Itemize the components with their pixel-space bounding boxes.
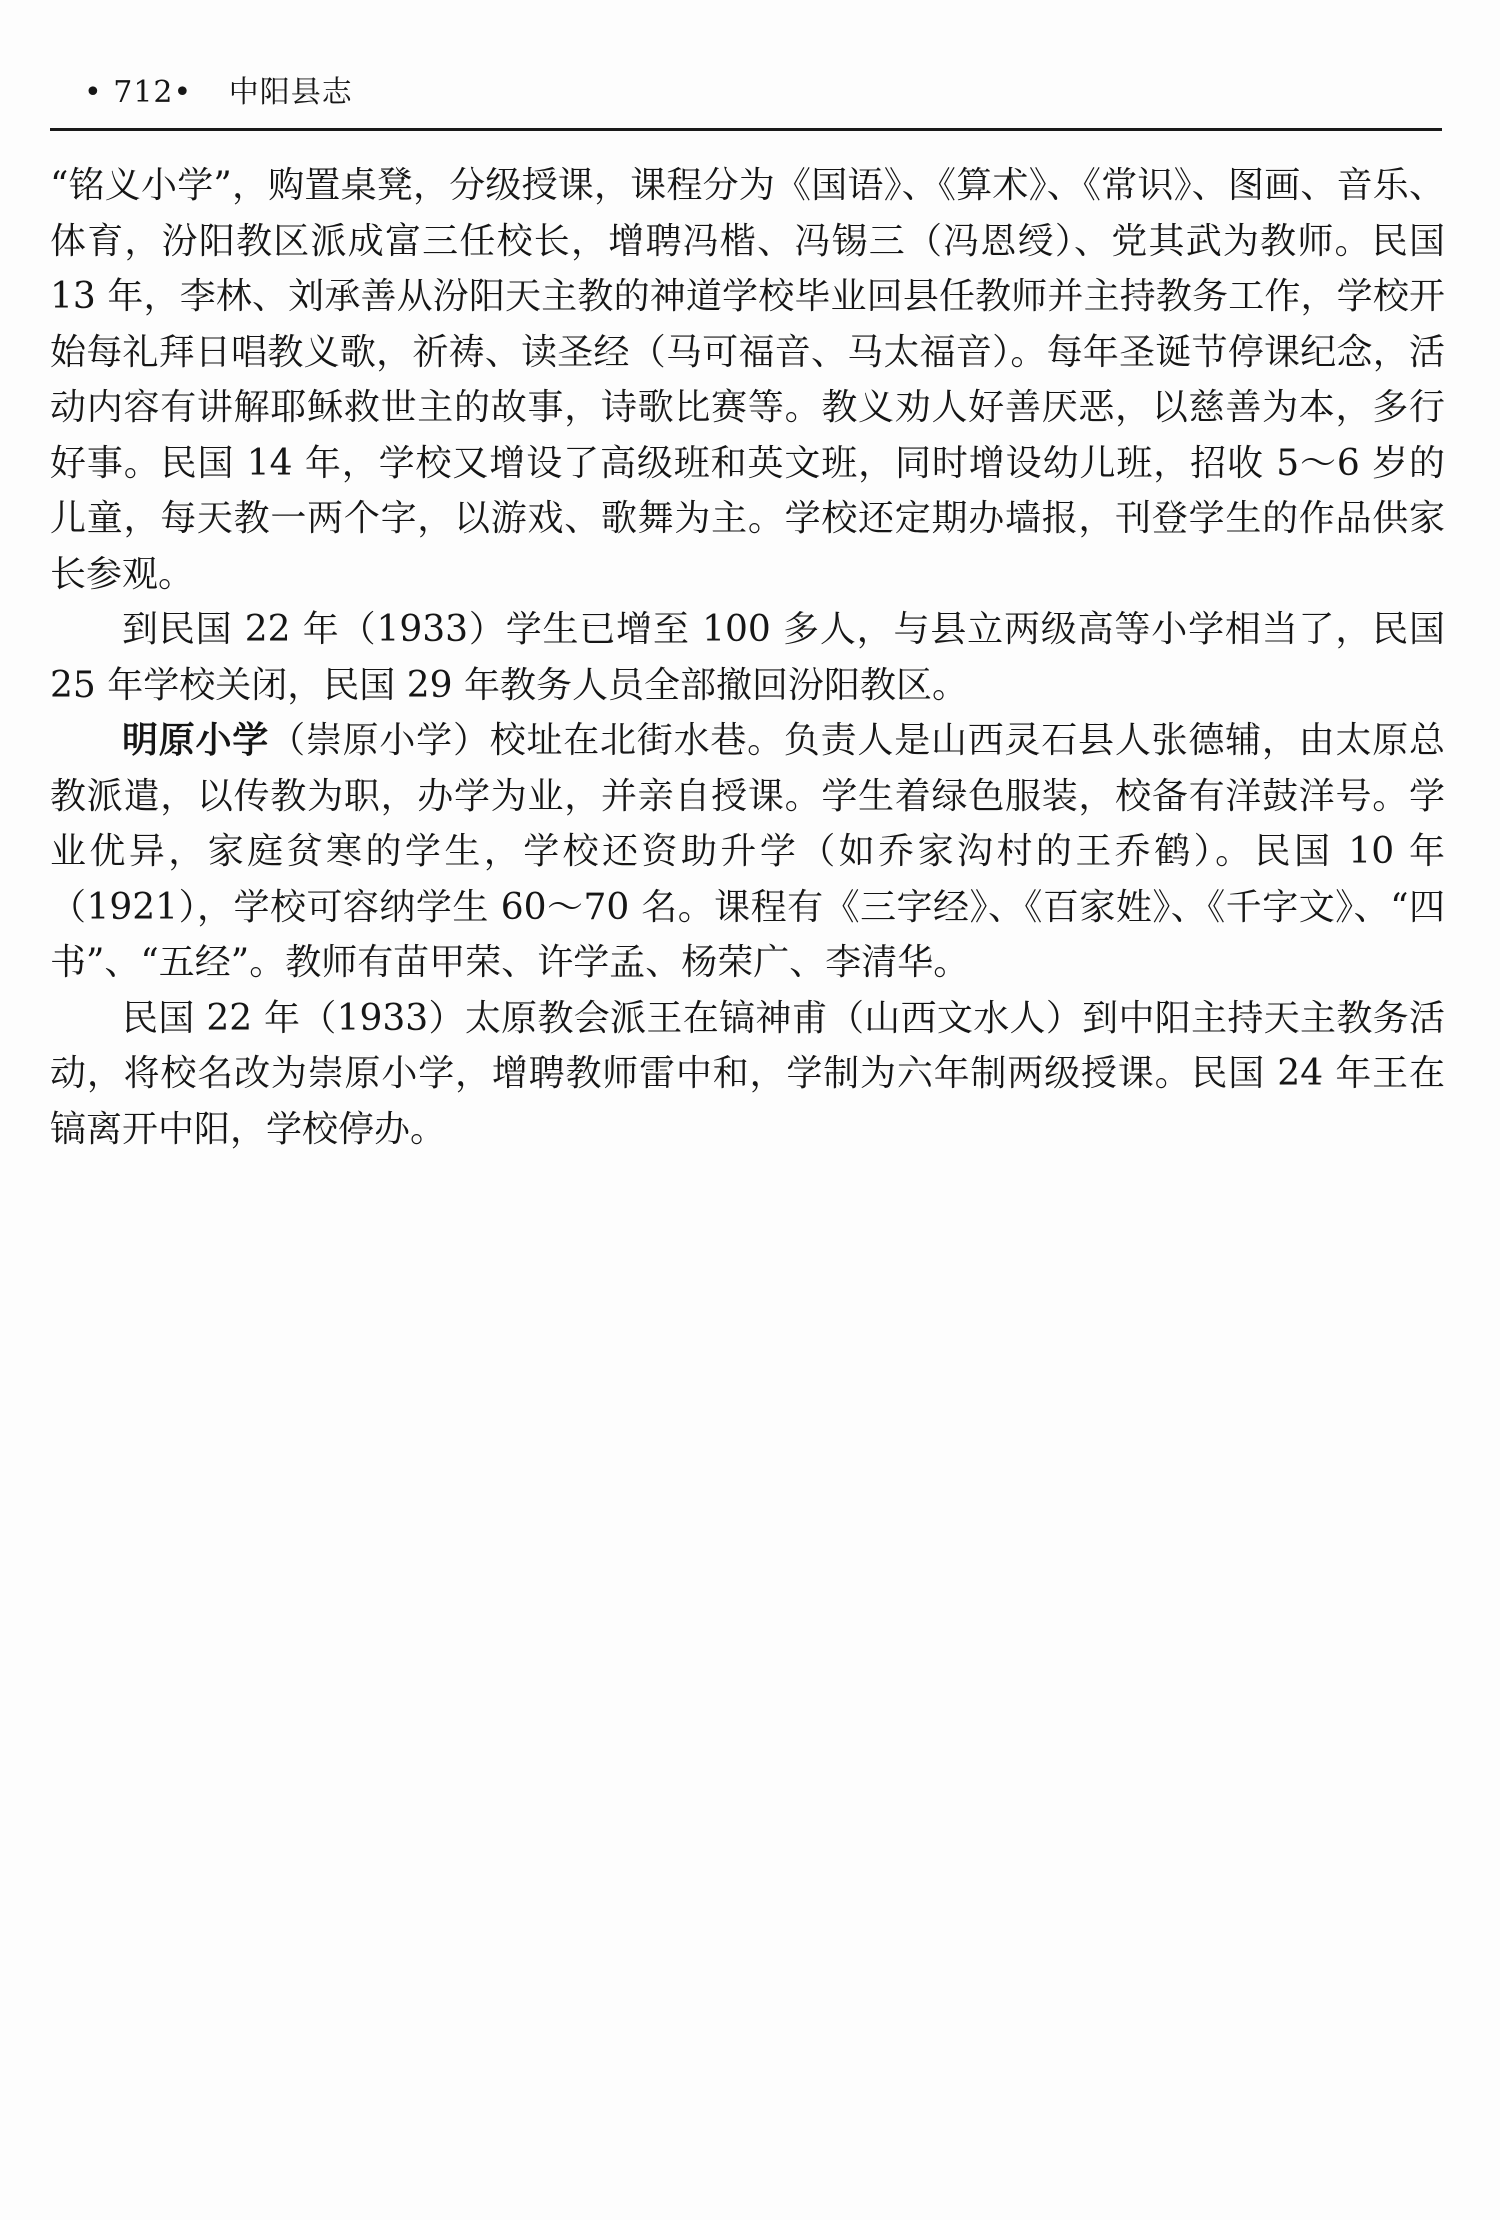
paragraph-closure: 到民国 22 年（1933）学生已增至 100 多人，与县立两级高等小学相当了，民国 25 年学校关闭，民国 29 年教务人员全部撤回汾阳教区。	[50, 609, 1445, 706]
section-heading-mingyuan: 明原小学	[122, 720, 270, 761]
body-text	[50, 158, 1445, 1157]
book-title: 中阳县志	[228, 75, 353, 110]
paragraph-mingyuan-school	[50, 713, 1445, 991]
running-header	[84, 72, 353, 114]
paragraph-continued: “铭义小学”，购置桌凳，分级授课，课程分为《国语》、《算术》、《常识》、图画、音乐、体育，汾阳教区派成富三任校长，增聘冯楷、冯锡三（冯恩绶）、党其武为教师。民国 13 年，李林、刘承善从汾阳天主教的神道学校毕业回县任教师并主持教务工作，学校开始每礼拜日唱教义歌，祈祷、读圣经（马可福音、马太福音）。每年圣诞节停课纪念，活动内容有讲解耶稣救世主的故事，诗歌比赛等。教义劝人好善厌恶，以慈善为本，多行好事。民国 14 年，学校又增设了高级班和英文班，同时增设幼儿班，招收 5～6 岁的儿童，每天教一两个字，以游戏、歌舞为主。学校还定期办墙报，刊登学生的作品供家长参观。	[50, 165, 1445, 595]
paragraph-chongyuan-school: 民国 22 年（1933）太原教会派王在镐神甫（山西文水人）到中阳主持天主教务活动，将校名改为崇原小学，增聘教师雷中和，学制为六年制两级授课。民国 24 年王在镐离开中阳，学校停办。	[50, 997, 1445, 1150]
header-rule	[50, 128, 1442, 131]
page-number: • 712•	[84, 75, 193, 110]
paragraph-mingyuan-text: （崇原小学）校址在北街水巷。负责人是山西灵石县人张德辅，由太原总教派遣，以传教为职，办学为业，并亲自授课。学生着绿色服装，校备有洋鼓洋号。学业优异，家庭贫寒的学生，学校还资助升学（如乔家沟村的王乔鹤）。民国 10 年（1921），学校可容纳学生 60～70 名。课程有《三字经》、《百家姓》、《千字文》、“四书”、“五经”。教师有苗甲荣、许学孟、杨荣广、李清华。	[50, 720, 1445, 983]
